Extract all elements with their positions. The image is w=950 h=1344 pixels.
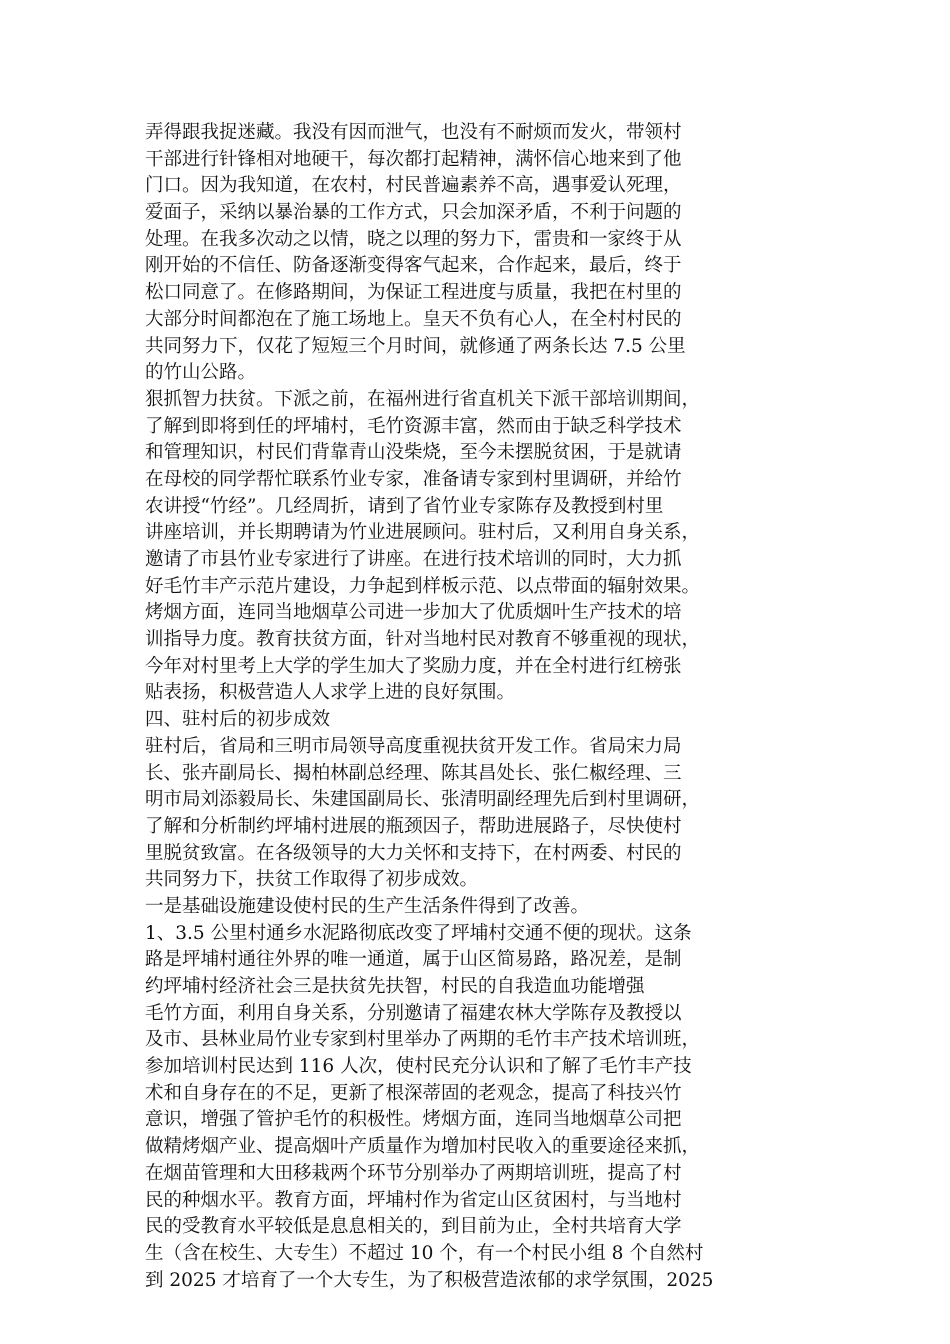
text-line: 了解和分析制约坪埔村进展的瓶颈因子，帮助进展路子，尽快使村 (145, 815, 682, 837)
text-line: 和管理知识，村民们背靠青山没柴烧，至今未摆脱贫困，于是就请 (145, 442, 682, 464)
document-body (145, 120, 845, 1294)
text-line: 刚开始的不信任、防备逐渐变得客气起来，合作起来，最后，终于 (145, 255, 682, 277)
text-line: 民的受教育水平较低是息息相关的，到目前为止，全村共培育大学 (145, 1216, 682, 1238)
text-line: 烤烟方面，连同当地烟草公司进一步加大了优质烟叶生产技术的培 (145, 602, 682, 624)
text-line: 驻村后，省局和三明市局领导高度重视扶贫开发工作。省局宋力局 (145, 735, 682, 757)
text-line: 爱面子，采纳以暴治暴的工作方式，只会加深矛盾，不利于问题的 (145, 202, 682, 224)
text-line: 一是基础设施建设使村民的生产生活条件得到了改善。 (145, 895, 590, 917)
text-line: 邀请了市县竹业专家进行了讲座。在进行技术培训的同时，大力抓 (145, 549, 682, 570)
text-line: 生（含在校生、大专生）不超过 10 个，有一个村民小组 8 个自然村 (145, 1242, 704, 1264)
text-line: 训指导力度。教育扶贫方面，针对当地村民对教育不够重视的现状， (145, 629, 701, 651)
text-line: 在母校的同学帮忙联系竹业专家，准备请专家到村里调研，并给竹 (145, 468, 682, 490)
text-line: 路是坪埔村通往外界的唯一通道，属于山区简易路，路况差，是制 (145, 949, 682, 971)
text-line: 意识，增强了管护毛竹的积极性。烤烟方面，连同当地烟草公司把 (145, 1109, 682, 1131)
text-line: 讲座培训，并长期聘请为竹业进展顾问。驻村后，又利用自身关系， (145, 522, 701, 544)
text-line: 的竹山公路。 (145, 362, 257, 384)
text-line: 今年对村里考上大学的学生加大了奖励力度，并在全村进行红榜张 (145, 655, 682, 677)
text-line: 好毛竹丰产示范片建设，力争起到样板示范、以点带面的辐射效果。 (145, 575, 701, 597)
text-line: 松口同意了。在修路期间，为保证工程进度与质量，我把在村里的 (145, 282, 682, 304)
text-line: 1、3.5 公里村通乡水泥路彻底改变了坪埔村交通不便的现状。这条 (145, 922, 692, 944)
section-heading: 四、驻村后的初步成效 (145, 709, 331, 731)
text-line: 大部分时间都泡在了施工场地上。皇天不负有心人，在全村村民的 (145, 308, 682, 330)
text-line: 术和自身存在的不足，更新了根深蒂固的老观念，提高了科技兴竹 (145, 1082, 682, 1104)
text-line: 参加培训村民达到 116 人次，使村民充分认识和了解了毛竹丰产技 (145, 1056, 692, 1078)
text-line: 弄得跟我捉迷藏。我没有因而泄气，也没有不耐烦而发火，带领村 (145, 122, 682, 143)
text-line: 贴表扬，积极营造人人求学上进的良好氛围。 (145, 682, 516, 704)
text-line: 里脱贫致富。在各级领导的大力关怀和支持下，在村两委、村民的 (145, 842, 682, 864)
text-line: 明市局刘添毅局长、朱建国副局长、张清明副经理先后到村里调研， (145, 789, 701, 811)
text-line: 干部进行针锋相对地硬干，每次都打起精神，满怀信心地来到了他 (145, 148, 682, 170)
text-line: 门口。因为我知道，在农村，村民普遍素养不高，遇事爱认死理， (145, 175, 682, 197)
text-line: 农讲授“竹经”。几经周折，请到了省竹业专家陈存及教授到村里 (145, 495, 664, 517)
text-line: 及市、县林业局竹业专家到村里举办了两期的毛竹丰产技术培训班， (145, 1029, 701, 1051)
text-line: 毛竹方面，利用自身关系，分别邀请了福建农林大学陈存及教授以 (145, 1002, 682, 1024)
text-line: 狠抓智力扶贫。下派之前，在福州进行省直机关下派干部培训期间， (145, 388, 701, 410)
text-line: 做精烤烟产业、提高烟叶产质量作为增加村民收入的重要途径来抓， (145, 1136, 701, 1158)
text-line: 民的种烟水平。教育方面，坪埔村作为省定山区贫困村，与当地村 (145, 1189, 682, 1211)
text-line: 在烟苗管理和大田移栽两个环节分别举办了两期培训班，提高了村 (145, 1162, 682, 1184)
text-line: 到 2025 才培育了一个大专生，为了积极营造浓郁的求学氛围，2025 (145, 1269, 714, 1291)
text-line: 共同努力下，扶贫工作取得了初步成效。 (145, 869, 479, 891)
text-line: 长、张卉副局长、揭柏林副总经理、陈其昌处长、张仁椒经理、三 (145, 762, 682, 784)
text-line: 处理。在我多次动之以情，晓之以理的努力下，雷贵和一家终于从 (145, 228, 682, 250)
text-line: 了解到即将到任的坪埔村，毛竹资源丰富，然而由于缺乏科学技术 (145, 415, 682, 437)
text-line: 共同努力下，仅花了短短三个月时间，就修通了两条长达 7.5 公里 (145, 335, 686, 357)
text-line: 约坪埔村经济社会三是扶贫先扶智，村民的自我造血功能增强 (145, 976, 645, 997)
